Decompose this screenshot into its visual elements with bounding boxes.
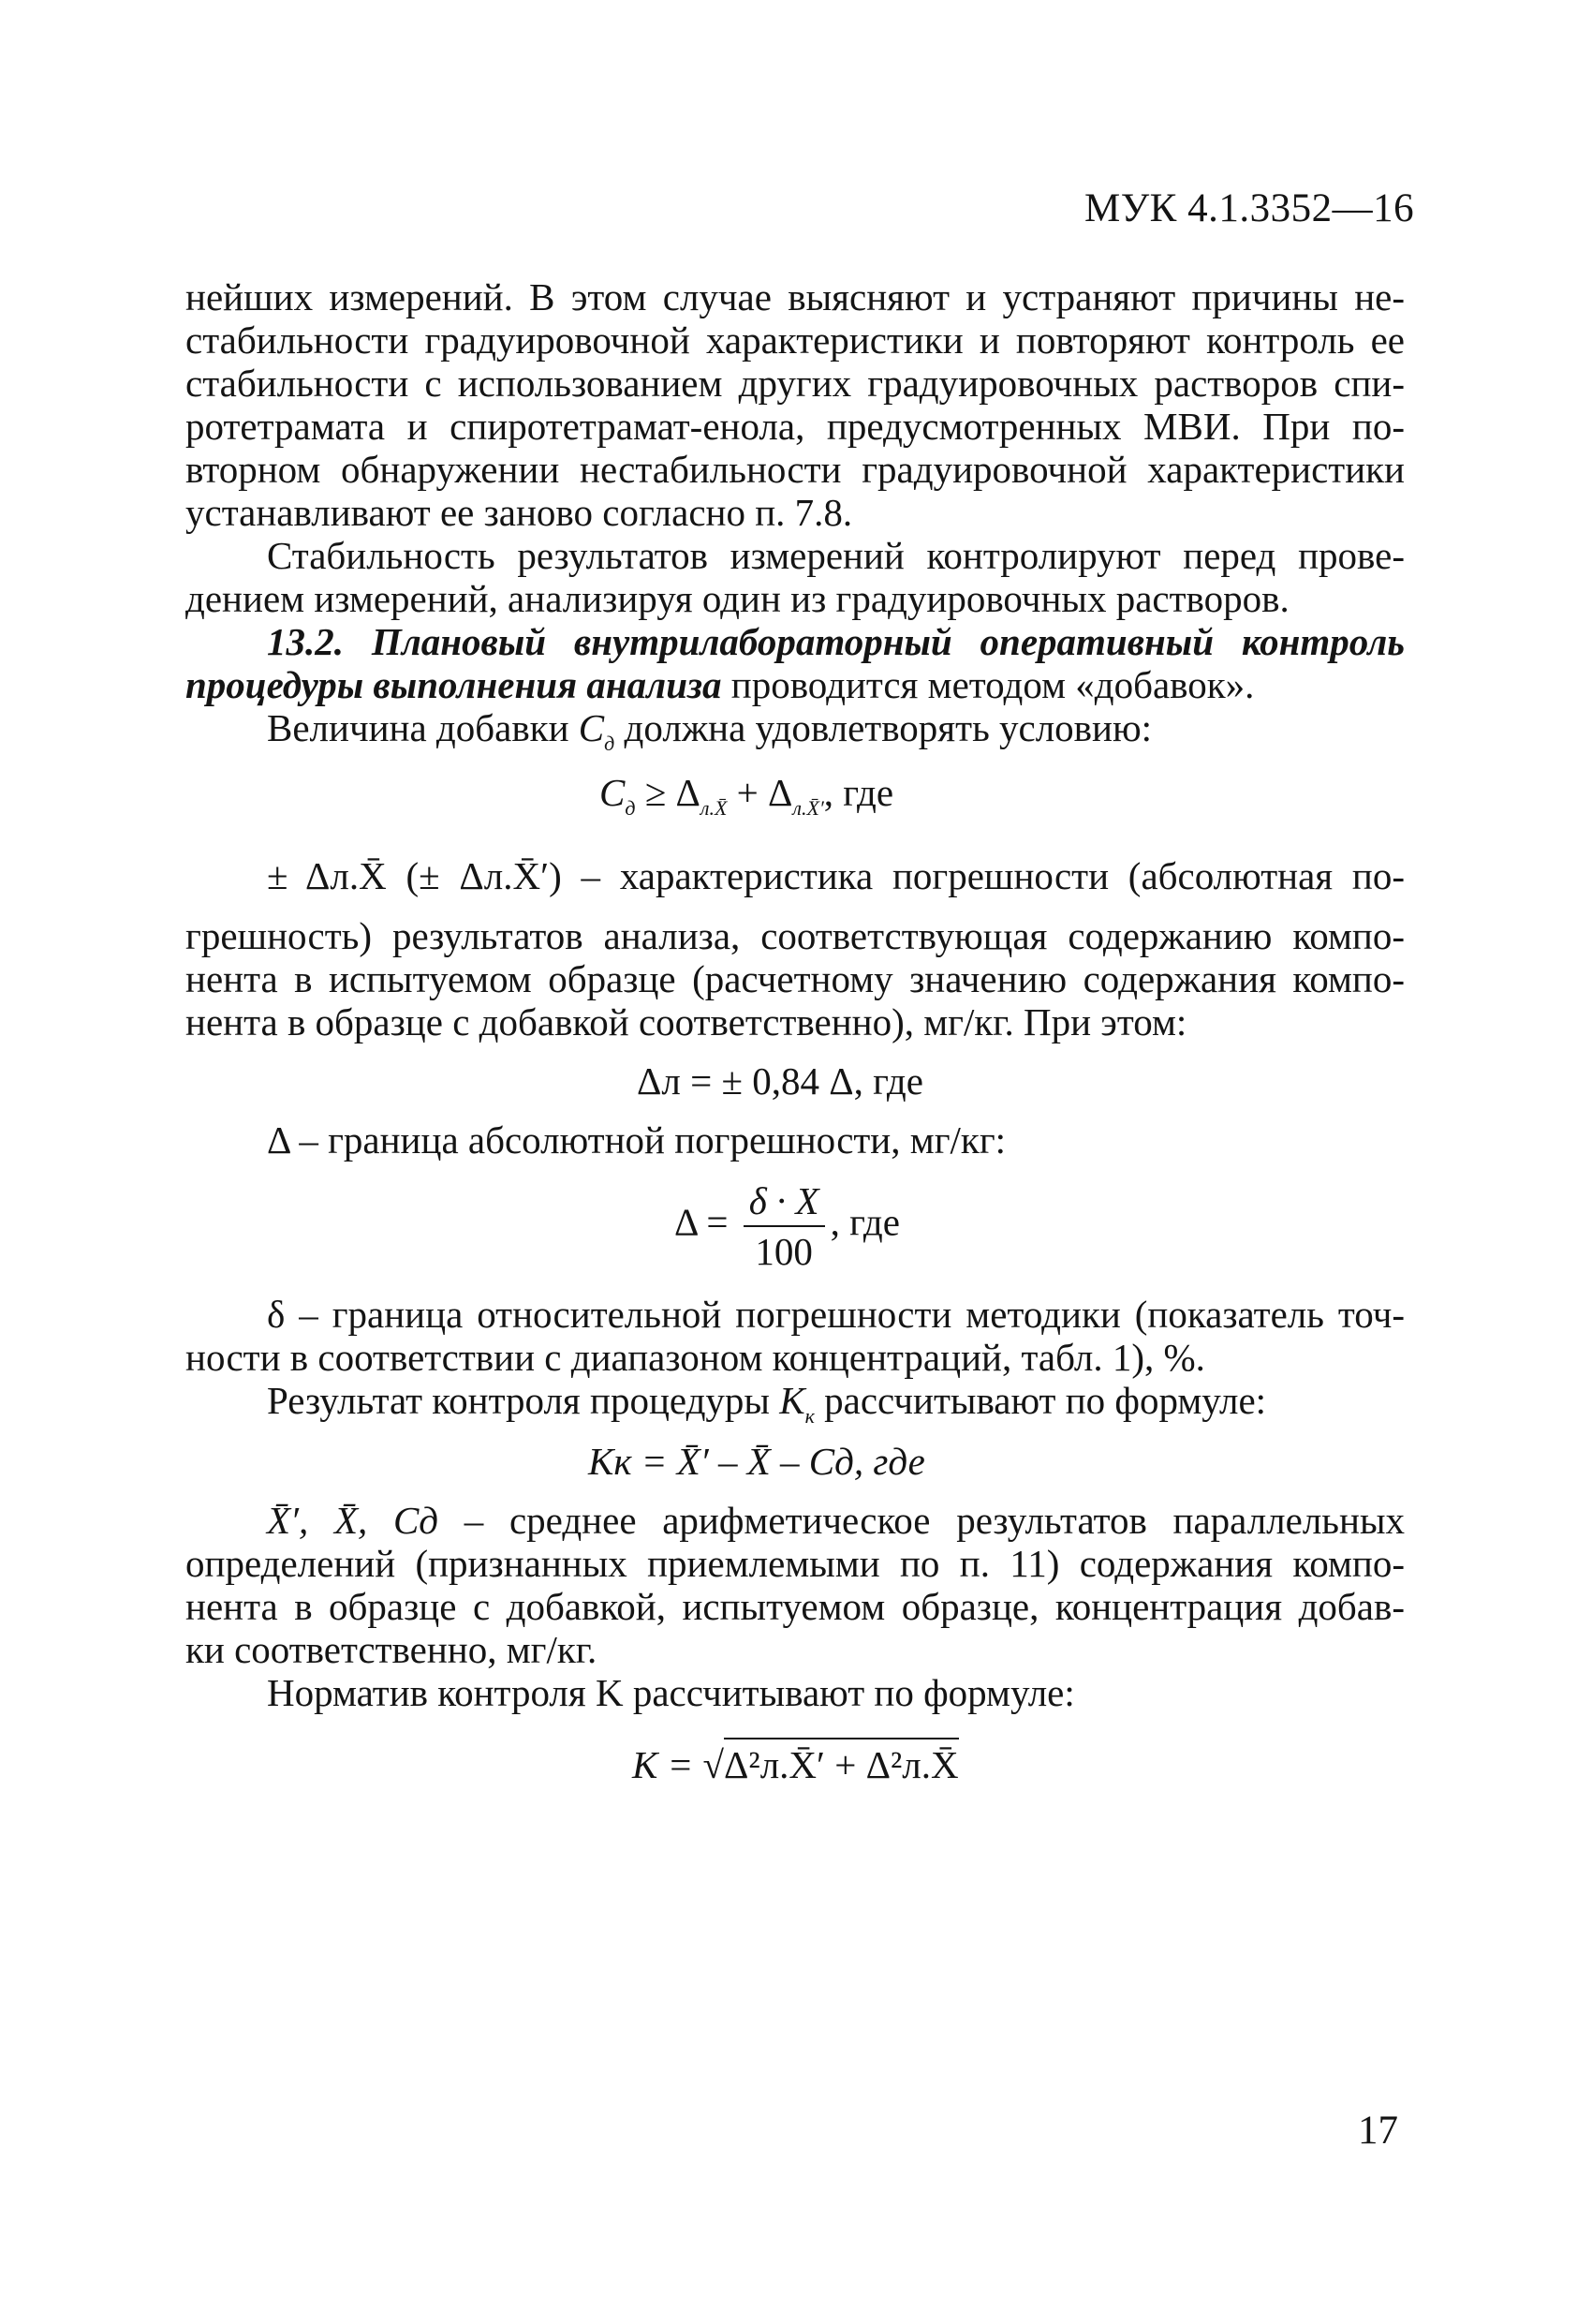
additive-intro: Величина добавки $C_д$ должна удовлетворять условию:: [267, 706, 1152, 755]
paragraph-line: ротетрамата и спиротетрамат-енола, предусмотренных МВИ. При по-: [185, 405, 1405, 448]
delta-definition: Δ – граница абсолютной погрешности, мг/кг:: [267, 1118, 1007, 1162]
formula-condition: $C_д \ge \Delta_{л.X̄} + \Delta_{л.X̄'}$, где: [599, 771, 894, 820]
section-heading: Плановый внутрилабораторный оперативный контроль: [371, 620, 1405, 663]
paragraph-line: стабильности с использованием других градуировочных растворов спи-: [185, 362, 1405, 405]
paragraph-line: ки соответственно, мг/кг.: [185, 1628, 597, 1671]
paragraph-line: нента в испытуемом образце (расчетному значению содержания компо-: [185, 957, 1405, 1000]
paragraph-line: нента в образце с добавкой, испытуемом образце, концентрация добав-: [185, 1585, 1405, 1628]
paragraph-line: ± Δл.X̄ (± Δл.X̄′) – характеристика погрешности (абсолютная по-: [267, 854, 1406, 897]
paragraph-line: X̄′, X̄, Cд – среднее арифметическое результатов параллельных: [267, 1499, 1405, 1542]
sqrt-sign: √: [702, 1743, 725, 1786]
paragraph-line: нента в образце с добавкой соответственно), мг/кг. При этом:: [185, 1000, 1187, 1044]
norm-intro: Норматив контроля K рассчитывают по формуле:: [267, 1671, 1075, 1714]
paragraph-line: грешность) результатов анализа, соответствующая содержанию компо-: [185, 914, 1405, 957]
paragraph-line: δ – граница относительной погрешности методики (показатель точ-: [267, 1293, 1405, 1336]
section-number: 13.2.: [267, 620, 344, 663]
section-heading-rest: проводится методом «добавок».: [730, 663, 1255, 706]
variable-symbols: X̄′, X̄, Cд: [267, 1499, 439, 1542]
section-heading-continued: процедуры выполнения анализа: [185, 663, 722, 706]
paragraph-line: стабильности градуировочной характеристики и повторяют контроль ее: [185, 318, 1405, 362]
radicand: Δ²л.X̄′ + Δ²л.X̄: [724, 1738, 959, 1786]
paragraph-line: ности в соответствии с диапазоном концентраций, табл. 1), %.: [185, 1336, 1205, 1379]
paragraph-line: нейших измерений. В этом случае выясняют и устраняют причины не-: [185, 275, 1405, 318]
paragraph-line: вторном обнаружении нестабильности градуировочной характеристики: [185, 448, 1405, 491]
paragraph-line: устанавливают ее заново согласно п. 7.8.: [185, 491, 853, 534]
paragraph-line: дением измерений, анализируя один из градуировочных растворов.: [185, 577, 1290, 620]
formula-norm: K = √Δ²л.X̄′ + Δ²л.X̄: [632, 1742, 959, 1787]
formula-delta: Δ = $\frac{\delta \cdot X}{100}$ , где: [674, 1179, 900, 1273]
paragraph-line: Стабильность результатов измерений контролируют перед прове-: [267, 534, 1405, 577]
result-intro: Результат контроля процедуры $K_к$ рассчитывают по формуле:: [267, 1379, 1267, 1428]
formula-control-result: Kк = X̄′ – X̄ – Cд, где: [588, 1440, 925, 1483]
document-code-header: МУК 4.1.3352—16: [1084, 186, 1415, 230]
uncertainty-symbols: ± Δл.X̄ (± Δл.X̄′): [267, 854, 562, 897]
section-heading-line: [267, 620, 1405, 663]
fraction: $\frac{\delta \cdot X}{100}$: [744, 1178, 825, 1274]
formula-delta-l: Δл = ± 0,84 Δ, где: [637, 1059, 923, 1103]
paragraph-line: определений (признанных приемлемыми по п. 11) содержания компо-: [185, 1542, 1405, 1585]
page-number: 17: [1358, 2109, 1398, 2153]
section-heading-line: [185, 663, 1405, 706]
